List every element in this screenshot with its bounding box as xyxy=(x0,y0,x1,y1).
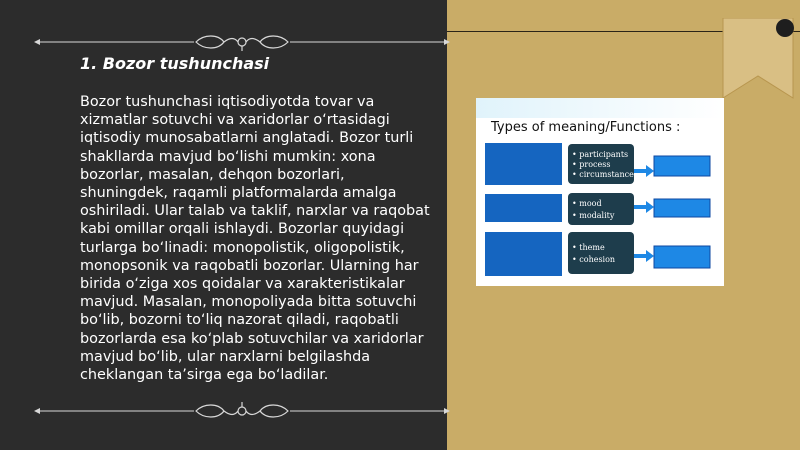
diagram-title: Types of meaning/Functions : xyxy=(491,120,681,135)
functions-diagram-image xyxy=(476,98,724,286)
diagram-left-box-3 xyxy=(485,232,562,276)
diagram-arrow-2 xyxy=(634,201,654,213)
diagram-item: • circumstances xyxy=(572,170,638,179)
diagram-arrow-3 xyxy=(634,250,654,262)
diagram-item: • theme xyxy=(572,243,605,252)
section-heading: 1. Bozor tushunchasi xyxy=(80,54,270,73)
diagram-middle-box-2 xyxy=(568,193,634,225)
diagram-item: • mood xyxy=(572,199,602,208)
bottom-ornament-divider xyxy=(34,402,450,420)
diagram-item: • modality xyxy=(572,211,615,220)
diagram-item: • participants xyxy=(572,150,629,159)
diagram-left-box-2 xyxy=(485,194,562,222)
body-paragraph: Bozor tushunchasi iqtisodiyotda tovar va xizmatlar sotuvchi va xaridorlar o‘rtasidagi iqtisodiy munosabatlarni anglatadi. Bozor turli shakllarda mavjud bo‘lishi mumkin: xona bozorlar, masalan, dehqon bozorlari, shuningdek, raqamli platformalarda amalga oshiriladi. Ular talab va taklif, narxlar va raqobat kabi omillar orqali ishlaydi. Bozorlar quyidagi turlarga bo‘linadi: monopolistik, oligopolistik, monopsonik va raqobatli bozorlar. Ularning har birida o‘ziga xos qoidalar va xarakteristikalar mavjud. Masalan, monopoliyada bitta sotuvchi bo‘lib, bozorni to‘liq nazorat qiladi, raqobatli bozorlarda esa ko‘plab sotuvchilar va xaridorlar mavjud bo‘lib, ular narxlarni belgilashda cheklangan ta’sirga ega bo‘ladilar. xyxy=(80,94,430,384)
diagram-right-box-3 xyxy=(654,246,710,268)
diagram-left-box-1 xyxy=(485,143,562,185)
diagram-right-box-1 xyxy=(654,156,710,176)
diagram-middle-box-3 xyxy=(568,232,634,274)
diagram-item: • process xyxy=(572,160,611,169)
bookmark-ribbon-icon xyxy=(719,18,797,106)
diagram-item: • cohesion xyxy=(572,255,616,264)
top-ornament-divider xyxy=(34,33,450,51)
diagram-right-box-2 xyxy=(654,199,710,217)
